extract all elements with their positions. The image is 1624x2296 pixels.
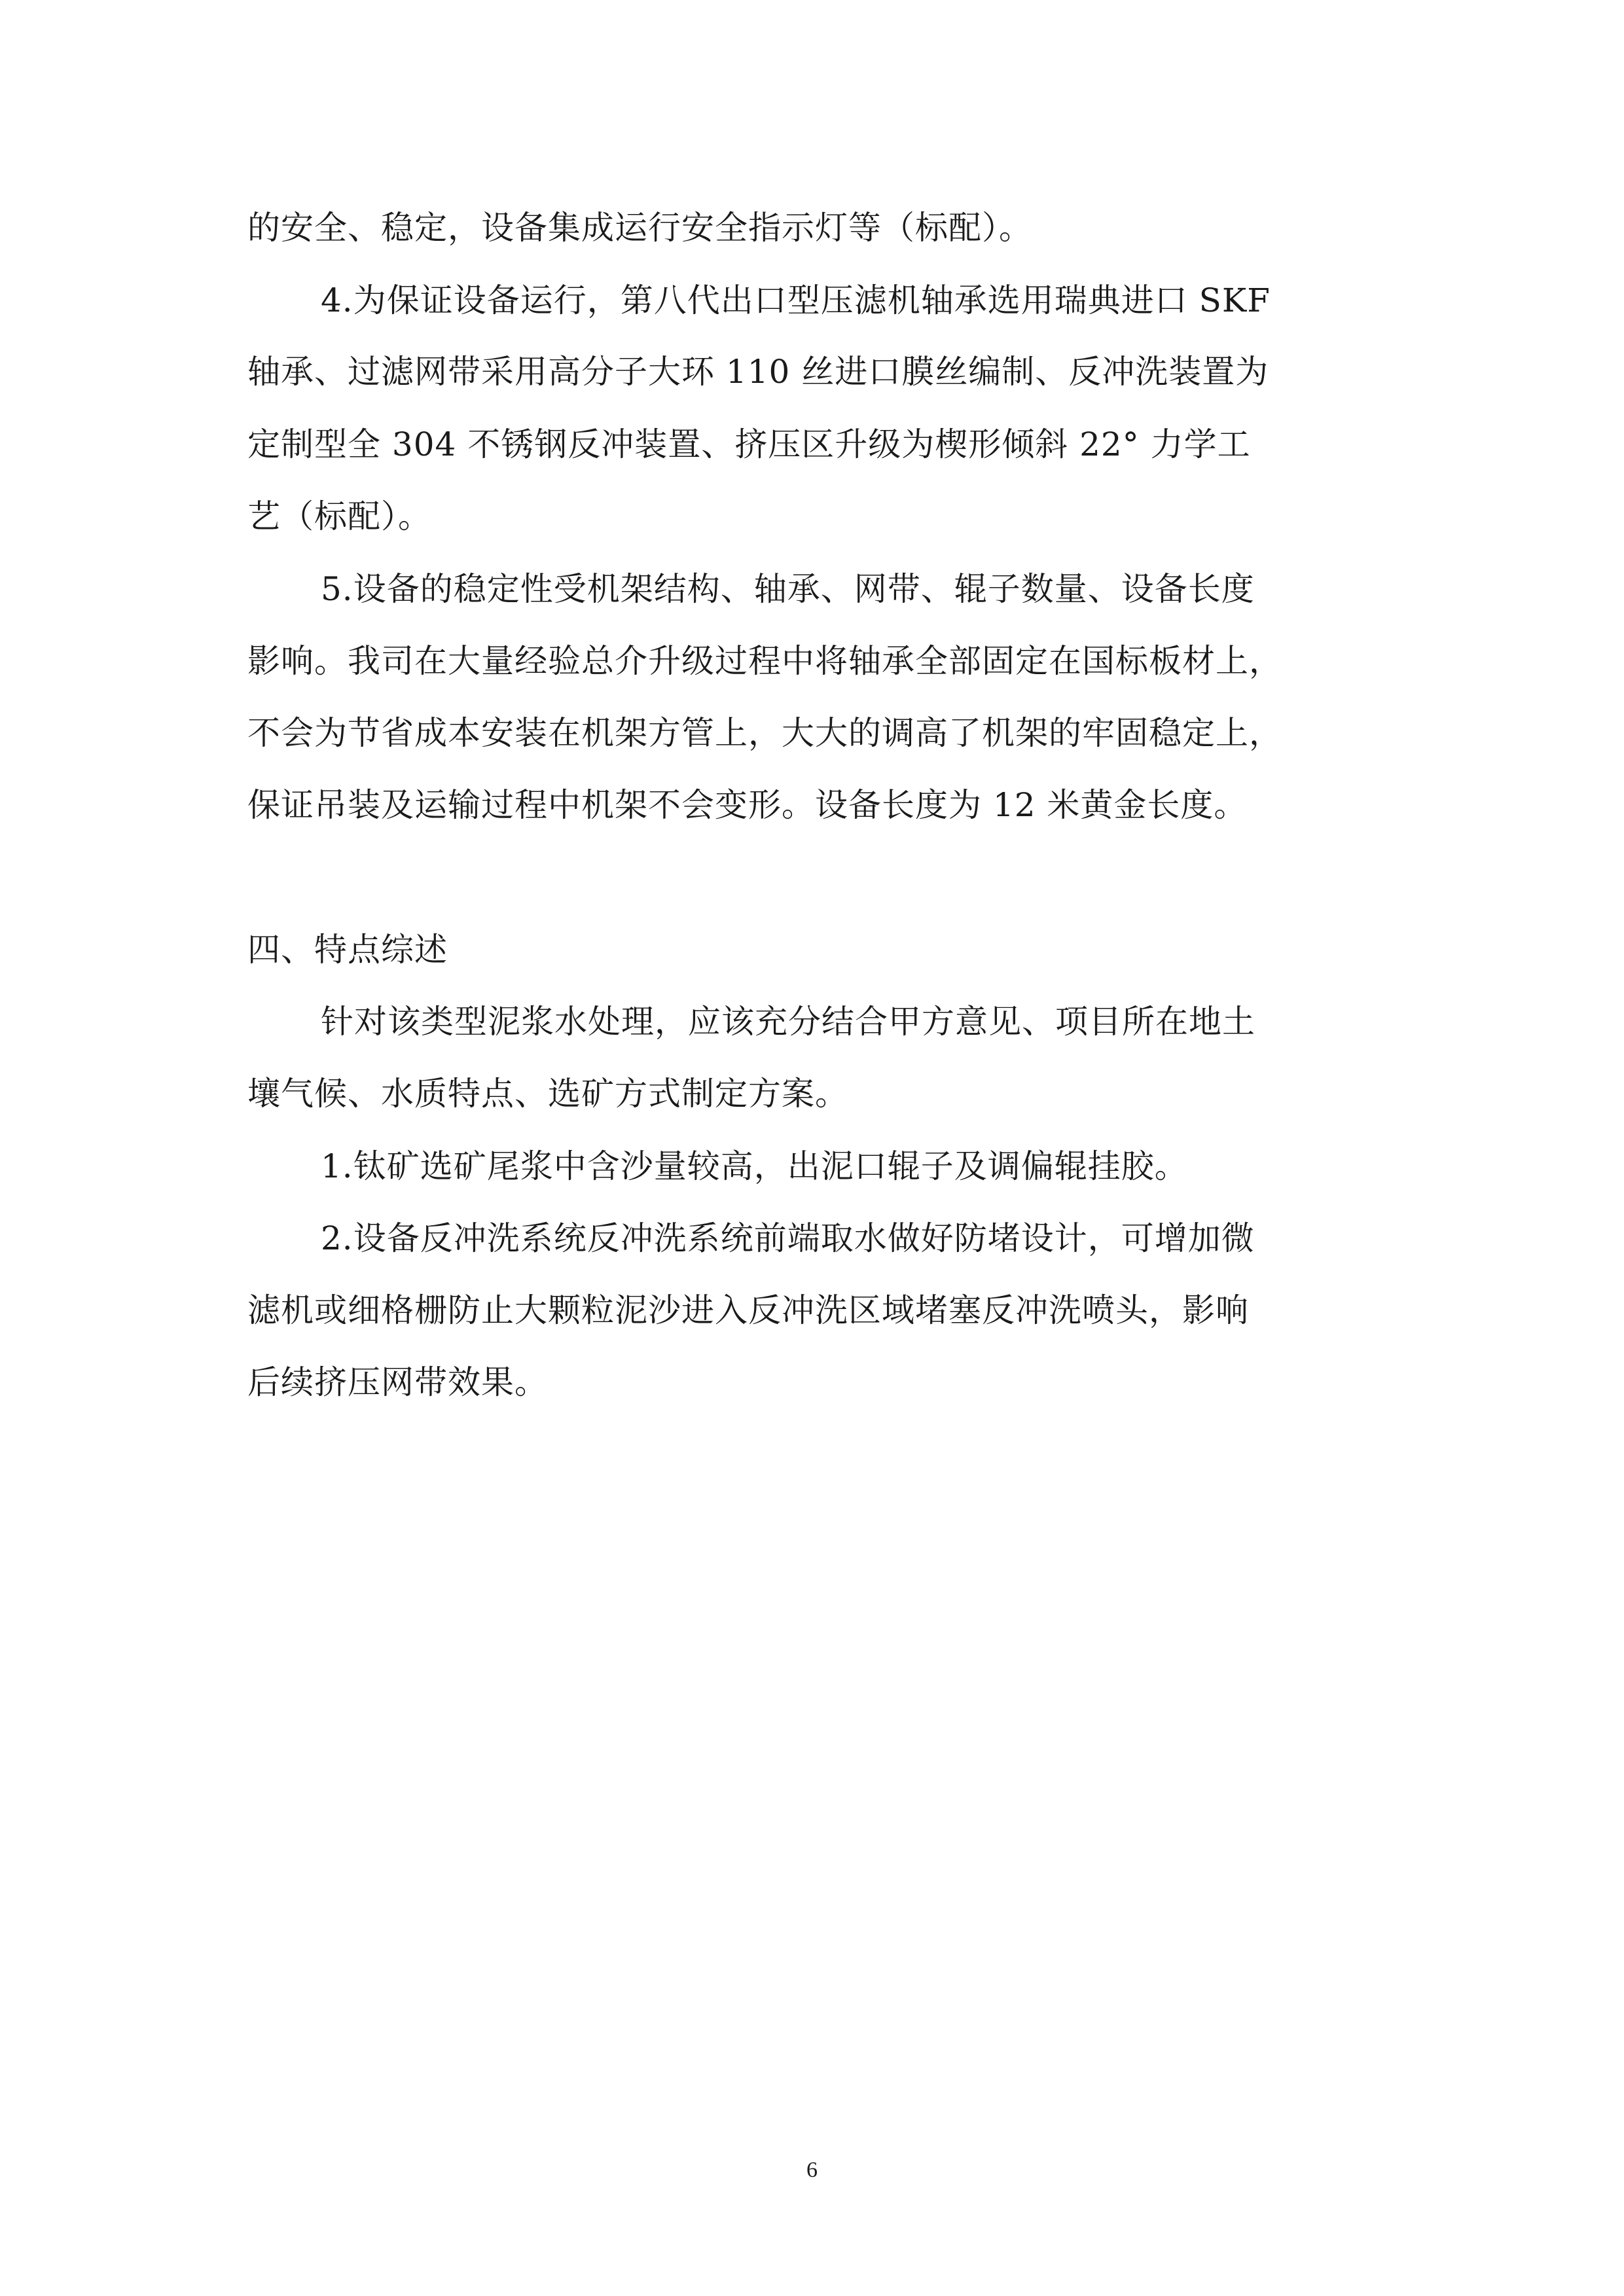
page-number: 6 — [806, 2158, 818, 2182]
paragraph-line: 5.设备的稳定性受机架结构、轴承、网带、辊子数量、设备长度 — [321, 570, 1255, 608]
paragraph-line: 保证吊装及运输过程中机架不会变形。设备长度为 12 米黄金长度。 — [247, 786, 1248, 824]
paragraph-line: 2.设备反冲洗系统反冲洗系统前端取水做好防堵设计，可增加微 — [321, 1219, 1255, 1257]
paragraph-line: 4.为保证设备运行，第八代出口型压滤机轴承选用瑞典进口 SKF — [321, 281, 1271, 319]
paragraph-line: 轴承、过滤网带采用高分子大环 110 丝进口膜丝编制、反冲洗装置为 — [247, 353, 1269, 391]
paragraph-line: 艺（标配）。 — [247, 497, 431, 535]
paragraph-line: 影响。我司在大量经验总介升级过程中将轴承全部固定在国标板材上， — [247, 642, 1282, 680]
paragraph-line: 不会为节省成本安装在机架方管上，大大的调高了机架的牢固稳定上， — [247, 714, 1282, 752]
paragraph-line: 滤机或细格栅防止大颗粒泥沙进入反冲洗区域堵塞反冲洗喷头，影响 — [247, 1291, 1249, 1329]
paragraph-line: 1.钛矿选矿尾浆中含沙量较高，出泥口辊子及调偏辊挂胶。 — [321, 1147, 1188, 1185]
section-heading: 四、特点综述 — [247, 931, 448, 969]
paragraph-line: 后续挤压网带效果。 — [247, 1363, 548, 1401]
paragraph-line: 针对该类型泥浆水处理，应该充分结合甲方意见、项目所在地土 — [321, 1003, 1255, 1041]
paragraph-line: 壤气候、水质特点、选矿方式制定方案。 — [247, 1075, 848, 1113]
paragraph-line: 定制型全 304 不锈钢反冲装置、挤压区升级为楔形倾斜 22° 力学工 — [247, 425, 1251, 463]
paragraph-line: 的安全、稳定，设备集成运行安全指示灯等（标配）。 — [247, 209, 1032, 247]
